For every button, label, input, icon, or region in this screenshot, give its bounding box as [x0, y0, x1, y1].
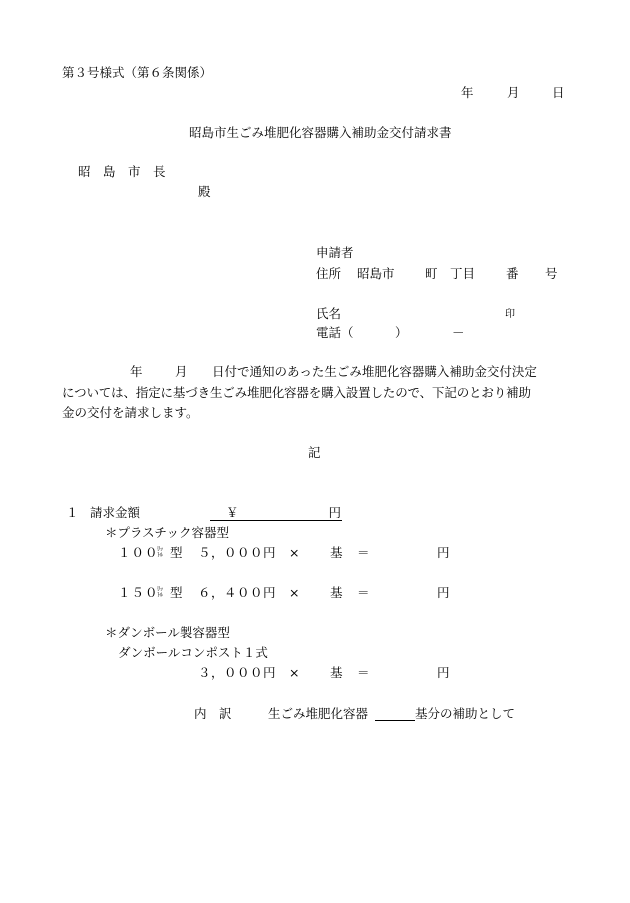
body-line1: 日付で通知のあった生ごみ堆肥化容器購入補助金交付決定	[212, 364, 537, 379]
addressee-mayor: 昭 島 市 長	[78, 164, 166, 179]
phone-dash: －	[452, 325, 465, 340]
yen-unit: 円	[437, 665, 450, 680]
plastic-size: １００	[118, 545, 159, 560]
form-number: 第３号様式（第６条関係）	[62, 65, 213, 80]
plastic-type: 型	[170, 545, 183, 560]
breakdown-label: 内 訳	[194, 706, 232, 721]
breakdown-blank-underline	[375, 720, 415, 721]
plastic-size: １５０	[118, 585, 159, 600]
ki-heading: 記	[308, 445, 321, 460]
yen-unit: 円	[437, 545, 450, 560]
plastic-type: 型	[170, 585, 183, 600]
claim-yen-sign: ￥	[226, 505, 239, 520]
address-chome: 丁目	[450, 266, 476, 281]
plastic-unit: ﾘｯ ﾄﾙ	[157, 586, 164, 599]
cardboard-item: ダンボールコンポスト１式	[118, 645, 268, 660]
ki-unit: 基	[330, 545, 343, 560]
address-ban: 番	[506, 266, 519, 281]
times-sign: ×	[289, 545, 300, 560]
breakdown-text2: 基分の補助として	[415, 706, 516, 721]
breakdown-text1: 生ごみ堆肥化容器	[268, 706, 369, 721]
yen-unit: 円	[437, 585, 450, 600]
seal-mark: 印	[505, 309, 515, 320]
cardboard-price: ３，０００円	[198, 665, 277, 680]
date-month: 月	[507, 85, 520, 100]
phone-label: 電話（	[316, 325, 354, 340]
document-title: 昭島市生ごみ堆肥化容器購入補助金交付請求書	[189, 125, 452, 140]
date-year: 年	[461, 85, 474, 100]
equals-sign: ＝	[357, 585, 370, 600]
phone-close: ）	[395, 325, 408, 340]
claim-amount-field	[210, 506, 342, 521]
body-line3: 金の交付を請求します。	[62, 405, 199, 420]
claim-yen: 円	[328, 505, 341, 520]
cardboard-heading: ＊ダンボール製容器型	[105, 625, 230, 640]
applicant-heading: 申請者	[316, 245, 354, 260]
address-town: 町	[425, 266, 438, 281]
body-line2: については、指定に基づき生ごみ堆肥化容器を購入設置したので、下記のとおり補助	[62, 385, 531, 400]
address-label: 住所	[316, 266, 342, 281]
address-city: 昭島市	[357, 266, 395, 281]
plastic-heading: ＊プラスチック容器型	[105, 525, 230, 540]
ki-unit: 基	[330, 585, 343, 600]
times-sign: ×	[289, 585, 300, 600]
name-label: 氏名	[316, 306, 342, 321]
address-go: 号	[545, 266, 558, 281]
claim-label: 請求金額	[90, 505, 141, 520]
body-month: 月	[175, 364, 188, 379]
addressee-honorific: 殿	[198, 184, 211, 199]
equals-sign: ＝	[357, 665, 370, 680]
plastic-price: ５，０００円	[198, 545, 277, 560]
body-year: 年	[130, 364, 143, 379]
equals-sign: ＝	[357, 545, 370, 560]
plastic-unit: ﾘｯ ﾄﾙ	[157, 546, 164, 559]
times-sign: ×	[289, 665, 300, 680]
claim-number: １	[66, 505, 79, 520]
date-day: 日	[552, 85, 565, 100]
ki-unit: 基	[330, 665, 343, 680]
plastic-price: ６，４００円	[198, 585, 277, 600]
